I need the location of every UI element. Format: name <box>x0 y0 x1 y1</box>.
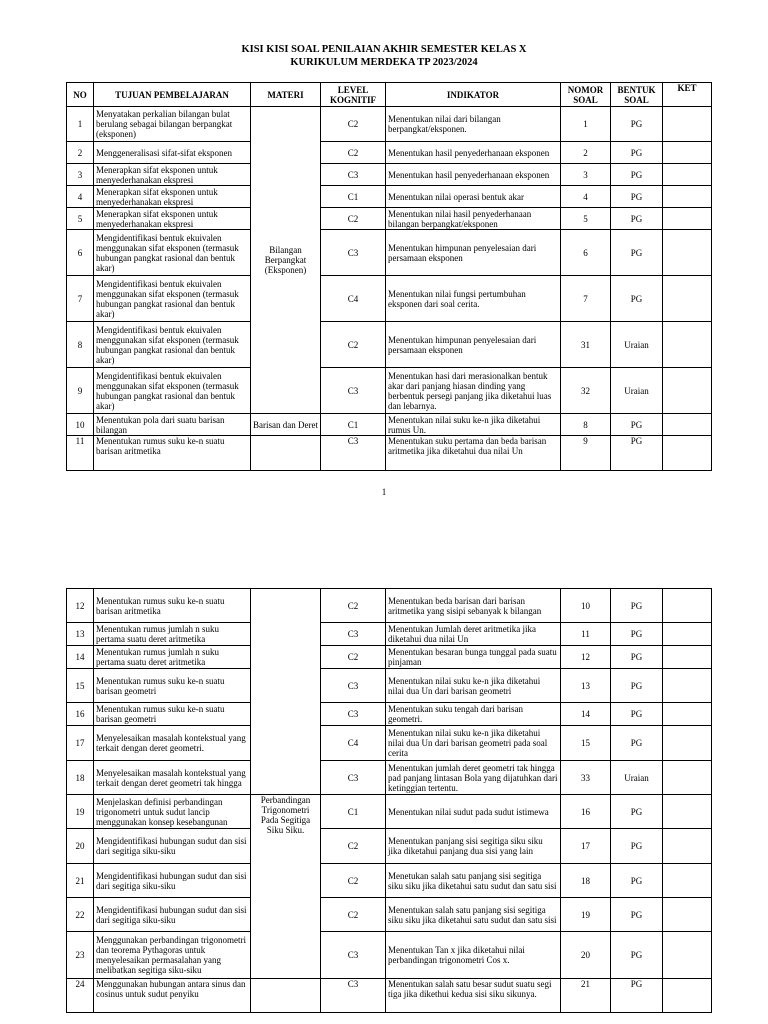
row-indikator: Menentukan panjang sisi segitiga siku siku jika diketahui panjang dua sisi yang lain <box>386 829 561 864</box>
row-indikator: Menentukan hasi dari merasionalkan bentuk akar dari panjang hiasan dinding yang berbentuk persegi panjang jika diketahui luas dan lebarnya. <box>386 368 561 414</box>
row-nomor-soal: 6 <box>561 230 611 276</box>
row-level: C3 <box>321 979 386 1013</box>
row-bentuk-soal: PG <box>611 898 663 932</box>
row-level: C2 <box>321 107 386 142</box>
document-subtitle: KURIKULUM MERDEKA TP 2023/2024 <box>290 57 478 68</box>
row-nomor-soal: 2 <box>561 142 611 164</box>
row-tujuan: Mengidentifikasi hubungan sudut dan sisi dari segitiga siku-siku <box>94 898 251 932</box>
row-nomor-soal: 33 <box>561 761 611 795</box>
row-indikator: Menentukan nilai suku ke-n jika diketahui nilai dua Un dari barisan geometri pada soal cerita <box>386 726 561 761</box>
row-tujuan: Menggeneralisasi sifat-sifat eksponen <box>94 142 251 164</box>
row-number: 16 <box>67 703 94 726</box>
table-row <box>67 646 712 669</box>
row-indikator: Menentukan nilai hasil penyederhanaan bilangan berpangkat/eksponen <box>386 208 561 230</box>
row-bentuk-soal: PG <box>611 142 663 164</box>
row-bentuk-soal: PG <box>611 186 663 208</box>
row-nomor-soal: 9 <box>561 436 611 471</box>
row-nomor-soal: 11 <box>561 623 611 646</box>
row-bentuk-soal: PG <box>611 107 663 142</box>
row-bentuk-soal: PG <box>611 669 663 703</box>
row-bentuk-soal: PG <box>611 164 663 186</box>
row-number: 15 <box>67 669 94 703</box>
row-level: C2 <box>321 864 386 898</box>
table-row <box>67 230 712 276</box>
table-row <box>67 186 712 208</box>
col-header-tujuan: TUJUAN PEMBELAJARAN <box>94 83 251 107</box>
col-header-no: NO <box>67 83 94 107</box>
col-header-level: LEVEL KOGNITIF <box>321 83 386 107</box>
row-ket <box>663 368 712 414</box>
row-nomor-soal: 15 <box>561 726 611 761</box>
row-tujuan: Menggunakan perbandingan trigonometri dan teorema Pythagoras untuk menyelesaikan permasalahan yang melibatkan segitiga siku-siku <box>94 932 251 979</box>
col-header-materi: MATERI <box>251 83 321 107</box>
row-tujuan: Mengidentifikasi bentuk ekuivalen menggunakan sifat eksponen (termasuk hubungan pangkat rasional dan bentuk akar) <box>94 368 251 414</box>
row-nomor-soal: 3 <box>561 164 611 186</box>
row-number: 20 <box>67 829 94 864</box>
row-level: C3 <box>321 669 386 703</box>
row-tujuan: Menyatakan perkalian bilangan bulat berulang sebagai bilangan berpangkat (eksponen) <box>94 107 251 142</box>
table-row <box>67 107 712 142</box>
row-indikator: Menentukan besaran bunga tunggal pada suatu pinjaman <box>386 646 561 669</box>
row-ket <box>663 703 712 726</box>
row-indikator: Menentukan beda barisan dari barisan aritmetika yang sisipi sebanyak k bilangan <box>386 589 561 623</box>
row-level: C1 <box>321 414 386 436</box>
row-nomor-soal: 5 <box>561 208 611 230</box>
row-nomor-soal: 12 <box>561 646 611 669</box>
materi-cell-empty <box>251 436 321 471</box>
row-indikator: Menentukan hasil penyederhanaan eksponen <box>386 142 561 164</box>
row-level: C3 <box>321 761 386 795</box>
row-tujuan: Menentukan rumus suku ke-n suatu barisan aritmetika <box>94 589 251 623</box>
table-row <box>67 898 712 932</box>
table-row <box>67 414 712 436</box>
col-header-ket: KET <box>663 83 712 107</box>
row-indikator: Menentukan nilai operasi bentuk akar <box>386 186 561 208</box>
row-bentuk-soal: PG <box>611 589 663 623</box>
row-ket <box>663 142 712 164</box>
row-ket <box>663 322 712 368</box>
row-tujuan: Menentukan rumus suku ke-n suatu barisan geometri <box>94 703 251 726</box>
row-level: C3 <box>321 368 386 414</box>
kisi-kisi-table-page-1 <box>66 82 712 471</box>
row-bentuk-soal: PG <box>611 979 663 1013</box>
row-number: 4 <box>67 186 94 208</box>
row-level: C3 <box>321 164 386 186</box>
row-tujuan: Menentukan rumus jumlah n suku pertama suatu deret aritmetika <box>94 646 251 669</box>
row-number: 8 <box>67 322 94 368</box>
row-tujuan: Menerapkan sifat eksponen untuk menyederhanakan ekspresi <box>94 186 251 208</box>
row-nomor-soal: 7 <box>561 276 611 322</box>
row-bentuk-soal: PG <box>611 795 663 829</box>
row-ket <box>663 589 712 623</box>
row-ket <box>663 208 712 230</box>
col-header-bentuk-soal: BENTUK SOAL <box>611 83 663 107</box>
row-indikator: Menentukan nilai fungsi pertumbuhan eksponen dari soal cerita. <box>386 276 561 322</box>
row-bentuk-soal: PG <box>611 932 663 979</box>
col-header-indikator: INDIKATOR <box>386 83 561 107</box>
row-nomor-soal: 32 <box>561 368 611 414</box>
table-row <box>67 589 712 623</box>
row-bentuk-soal: PG <box>611 726 663 761</box>
row-bentuk-soal: Uraian <box>611 368 663 414</box>
row-indikator: Menentukan suku tengah dari barisan geometri. <box>386 703 561 726</box>
row-ket <box>663 414 712 436</box>
row-nomor-soal: 19 <box>561 898 611 932</box>
row-ket <box>663 186 712 208</box>
row-number: 11 <box>67 436 94 471</box>
row-number: 1 <box>67 107 94 142</box>
row-tujuan: Menentukan rumus suku ke-n suatu barisan geometri <box>94 669 251 703</box>
row-number: 14 <box>67 646 94 669</box>
materi-cell-empty <box>251 589 321 795</box>
row-nomor-soal: 31 <box>561 322 611 368</box>
row-indikator: Menentukan salah satu panjang sisi segitiga siku siku jika diketahui satu sudut dan satu sisi <box>386 898 561 932</box>
row-number: 22 <box>67 898 94 932</box>
row-ket <box>663 669 712 703</box>
row-ket <box>663 795 712 829</box>
row-number: 23 <box>67 932 94 979</box>
row-ket <box>663 979 712 1013</box>
row-indikator: Menentukan jumlah deret geometri tak hingga pad panjang lintasan Bola yang dijatuhkan dari ketinggian tertentu. <box>386 761 561 795</box>
row-nomor-soal: 20 <box>561 932 611 979</box>
row-number: 9 <box>67 368 94 414</box>
row-ket <box>663 898 712 932</box>
row-ket <box>663 646 712 669</box>
table-row <box>67 703 712 726</box>
document-title: KISI KISI SOAL PENILAIAN AKHIR SEMESTER KELAS X <box>241 44 527 55</box>
row-tujuan: Mengidentifikasi bentuk ekuivalen menggunakan sifat eksponen (termasuk hubungan pangkat rasional dan bentuk akar) <box>94 230 251 276</box>
row-indikator: Menentukan hasil penyederhanaan eksponen <box>386 164 561 186</box>
row-ket <box>663 164 712 186</box>
row-bentuk-soal: PG <box>611 864 663 898</box>
row-level: C3 <box>321 436 386 471</box>
row-nomor-soal: 13 <box>561 669 611 703</box>
row-bentuk-soal: PG <box>611 646 663 669</box>
row-tujuan: Mengidentifikasi hubungan sudut dan sisi dari segitiga siku-siku <box>94 864 251 898</box>
row-ket <box>663 829 712 864</box>
row-nomor-soal: 4 <box>561 186 611 208</box>
row-indikator: Menentukan salah satu besar sudut suatu segi tiga jika dikethui kedua sisi siku sikunya. <box>386 979 561 1013</box>
row-nomor-soal: 14 <box>561 703 611 726</box>
row-indikator: Menentukan nilai suku ke-n jika diketahui nilai dua Un dari barisan geometri <box>386 669 561 703</box>
row-ket <box>663 436 712 471</box>
row-level: C2 <box>321 142 386 164</box>
row-nomor-soal: 1 <box>561 107 611 142</box>
row-level: C3 <box>321 623 386 646</box>
row-number: 3 <box>67 164 94 186</box>
table-row <box>67 623 712 646</box>
row-indikator: Menentukan himpunan penyelesaian dari persamaan eksponen <box>386 322 561 368</box>
row-level: C2 <box>321 322 386 368</box>
row-nomor-soal: 21 <box>561 979 611 1013</box>
row-bentuk-soal: PG <box>611 276 663 322</box>
row-tujuan: Menentukan rumus jumlah n suku pertama suatu deret aritmetika <box>94 623 251 646</box>
table-header-row <box>67 83 712 107</box>
table-row <box>67 276 712 322</box>
row-ket <box>663 864 712 898</box>
row-level: C2 <box>321 646 386 669</box>
row-tujuan: Menyelesaikan masalah kontekstual yang terkait dengan deret geometri tak hingga <box>94 761 251 795</box>
row-ket <box>663 726 712 761</box>
row-ket <box>663 623 712 646</box>
row-bentuk-soal: Uraian <box>611 761 663 795</box>
row-tujuan: Menjelaskan definisi perbandingan trigonometri untuk sudut lancip menggunakan konsep kesebangunan <box>94 795 251 829</box>
table-row <box>67 208 712 230</box>
table-row <box>67 142 712 164</box>
row-nomor-soal: 17 <box>561 829 611 864</box>
row-indikator: Menentukan nilai dari bilangan berpangkat/eksponen. <box>386 107 561 142</box>
row-bentuk-soal: PG <box>611 829 663 864</box>
row-tujuan: Menerapkan sifat eksponen untuk menyederhanakan ekspresi <box>94 164 251 186</box>
row-tujuan: Menggunakan hubungan antara sinus dan cosinus untuk sudut penyiku <box>94 979 251 1013</box>
row-ket <box>663 276 712 322</box>
row-bentuk-soal: PG <box>611 208 663 230</box>
row-tujuan: Menerapkan sifat eksponen untuk menyederhanakan ekspresi <box>94 208 251 230</box>
row-level: C2 <box>321 589 386 623</box>
table-row <box>67 829 712 864</box>
row-ket <box>663 932 712 979</box>
row-bentuk-soal: PG <box>611 623 663 646</box>
row-number: 13 <box>67 623 94 646</box>
row-level: C1 <box>321 186 386 208</box>
row-number: 2 <box>67 142 94 164</box>
table-row <box>67 932 712 979</box>
materi-cell: Bilangan Berpangkat (Eksponen) <box>251 107 321 414</box>
table-row <box>67 669 712 703</box>
materi-cell: Barisan dan Deret <box>251 414 321 436</box>
row-number: 21 <box>67 864 94 898</box>
table-row <box>67 164 712 186</box>
row-level: C2 <box>321 208 386 230</box>
row-bentuk-soal: PG <box>611 703 663 726</box>
row-nomor-soal: 8 <box>561 414 611 436</box>
row-level: C2 <box>321 898 386 932</box>
materi-cell: Perbandingan Trigonometri Pada Segitiga Siku Siku. <box>251 795 321 979</box>
row-level: C3 <box>321 230 386 276</box>
table-row <box>67 322 712 368</box>
row-number: 5 <box>67 208 94 230</box>
kisi-kisi-table-page-2 <box>66 588 712 1013</box>
row-number: 7 <box>67 276 94 322</box>
row-number: 18 <box>67 761 94 795</box>
row-nomor-soal: 10 <box>561 589 611 623</box>
row-number: 10 <box>67 414 94 436</box>
row-level: C3 <box>321 703 386 726</box>
row-bentuk-soal: PG <box>611 230 663 276</box>
row-level: C4 <box>321 276 386 322</box>
row-level: C1 <box>321 795 386 829</box>
row-indikator: Menentukan nilai suku ke-n jika diketahui rumus Un. <box>386 414 561 436</box>
row-number: 12 <box>67 589 94 623</box>
table-row <box>67 864 712 898</box>
table-row <box>67 368 712 414</box>
row-level: C4 <box>321 726 386 761</box>
table-row <box>67 761 712 795</box>
col-header-nomor-soal: NOMOR SOAL <box>561 83 611 107</box>
row-indikator: Menetukan salah satu panjang sisi segitiga siku siku jika diketahui satu sudut dan satu sisi <box>386 864 561 898</box>
table-row <box>67 726 712 761</box>
row-tujuan: Menyelesaikan masalah kontekstual yang terkait dengan deret geometri. <box>94 726 251 761</box>
row-bentuk-soal: Uraian <box>611 322 663 368</box>
table-row <box>67 979 712 1013</box>
row-indikator: Menentukan Tan x jika diketahui nilai perbandingan trigonometri Cos x. <box>386 932 561 979</box>
row-number: 19 <box>67 795 94 829</box>
row-tujuan: Mengidentifikasi bentuk ekuivalen menggunakan sifat eksponen (termasuk hubungan pangkat rasional dan bentuk akar) <box>94 322 251 368</box>
row-tujuan: Mengidentifikasi hubungan sudut dan sisi dari segitiga siku-siku <box>94 829 251 864</box>
row-bentuk-soal: PG <box>611 414 663 436</box>
materi-cell-empty <box>251 979 321 1013</box>
row-ket <box>663 761 712 795</box>
row-indikator: Menentukan Jumlah deret aritmetika jika diketahui dua nilai Un <box>386 623 561 646</box>
table-row <box>67 436 712 471</box>
row-number: 24 <box>67 979 94 1013</box>
row-tujuan: Menentukan rumus suku ke-n suatu barisan aritmetika <box>94 436 251 471</box>
row-level: C3 <box>321 932 386 979</box>
row-nomor-soal: 16 <box>561 795 611 829</box>
table-row <box>67 795 712 829</box>
row-level: C2 <box>321 829 386 864</box>
row-tujuan: Mengidentifikasi bentuk ekuivalen menggunakan sifat eksponen (termasuk hubungan pangkat rasional dan bentuk akar) <box>94 276 251 322</box>
row-number: 17 <box>67 726 94 761</box>
page-number: 1 <box>381 487 387 497</box>
row-ket <box>663 107 712 142</box>
row-indikator: Menentukan nilai sudut pada sudut istimewa <box>386 795 561 829</box>
row-indikator: Menentukan suku pertama dan beda barisan aritmetika jika diketahui dua nilai Un <box>386 436 561 471</box>
row-indikator: Menentukan himpunan penyelesaian dari persamaan eksponen <box>386 230 561 276</box>
row-tujuan: Menentukan pola dari suatu barisan bilangan <box>94 414 251 436</box>
row-nomor-soal: 18 <box>561 864 611 898</box>
row-number: 6 <box>67 230 94 276</box>
row-ket <box>663 230 712 276</box>
row-bentuk-soal: PG <box>611 436 663 471</box>
